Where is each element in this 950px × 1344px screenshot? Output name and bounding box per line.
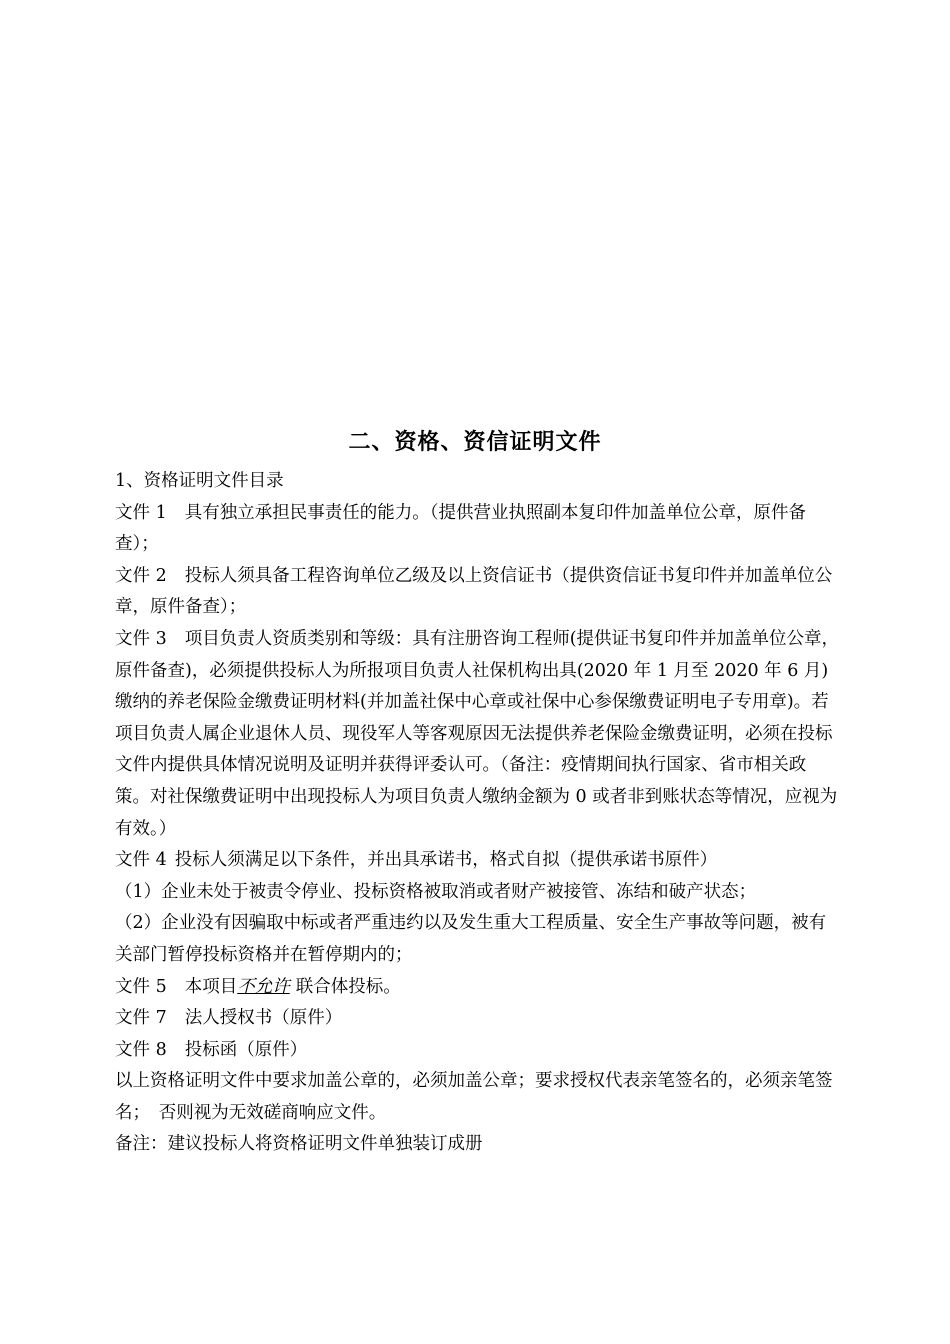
sub-item-text: 企业未处于被责令停业、投标资格被取消或者财产被接管、冻结和破产状态； — [161, 881, 757, 902]
section-title: 二、资格、资信证明文件 — [348, 429, 602, 455]
item-prefix: 本项目 — [184, 976, 238, 997]
item-label: 文件 5 — [115, 976, 167, 997]
sub-item-label: （2） — [115, 913, 162, 934]
sub-list-item — [115, 908, 840, 971]
item-text: 投标人须具备工程咨询单位乙级及以上资信证书（提供资信证书复印件并加盖单位公章，原件备查）； — [115, 565, 833, 618]
list-item — [115, 972, 840, 1004]
item-text: 投标函（原件） — [184, 1039, 308, 1060]
item-text: 具有独立承担民事责任的能力。（提供营业执照副本复印件加盖单位公章，原件备查）； — [115, 502, 806, 555]
item-text: 法人授权书（原件） — [184, 1008, 343, 1029]
list-item — [115, 561, 840, 624]
item-label: 文件 1 — [115, 502, 167, 523]
sub-item-label: （1） — [115, 881, 162, 902]
list-item — [115, 1035, 840, 1067]
sub-item-text: 企业没有因骗取中标或者严重违约以及发生重大工程质量、安全生产事故等问题，被有关部门暂停投标资格并在暂停期内的； — [115, 913, 827, 965]
item-text: 投标人须满足以下条件，并出具承诺书，格式自拟（提供承诺书原件） — [174, 850, 718, 871]
item-label: 文件 7 — [115, 1008, 167, 1029]
item-label: 文件 8 — [115, 1039, 167, 1060]
list-item — [115, 845, 840, 877]
item-label: 文件 2 — [115, 565, 167, 586]
item-label: 文件 4 — [115, 850, 167, 871]
list-item — [115, 498, 840, 561]
closing-paragraph: 以上资格证明文件中要求加盖公章的，必须加盖公章；要求授权代表亲笔签名的，必须亲笔签名； 否则视为无效磋商响应文件。 — [115, 1071, 833, 1123]
item-label: 文件 3 — [115, 628, 167, 649]
toc-heading: 1、资格证明文件目录 — [115, 471, 284, 491]
item-suffix: 联合体投标。 — [295, 976, 401, 997]
document-body — [115, 466, 840, 1161]
item-text: 项目负责人资质类别和等级：具有注册咨询工程师(提供证书复印件并加盖单位公章，原件备查)，必须提供投标人为所报项目负责人社保机构出具(2020 年 1 月至 2020 年 6 月)缴纳的养老保险金缴费证明材料(并加盖社保中心章或社保中心参保缴费证明电子专用章)。若项目负责人属企业退休人员、现役军人等客观原因无法提供养老保险金缴费证明，必须在投标文件内提供具体情况说明及证明并获得评委认可。（备注：疫情期间执行国家、省市相关政策。对社保缴费证明中出现投标人为项目负责人缴纳金额为 0 或者非到账状态等情况，应视为有效。） — [115, 628, 840, 839]
emphasis-text: 不允许 — [237, 976, 290, 997]
sub-list-item — [115, 877, 840, 909]
note-paragraph: 备注：建议投标人将资格证明文件单独装订成册 — [115, 1134, 483, 1155]
list-item — [115, 1003, 840, 1035]
list-item — [115, 624, 840, 845]
